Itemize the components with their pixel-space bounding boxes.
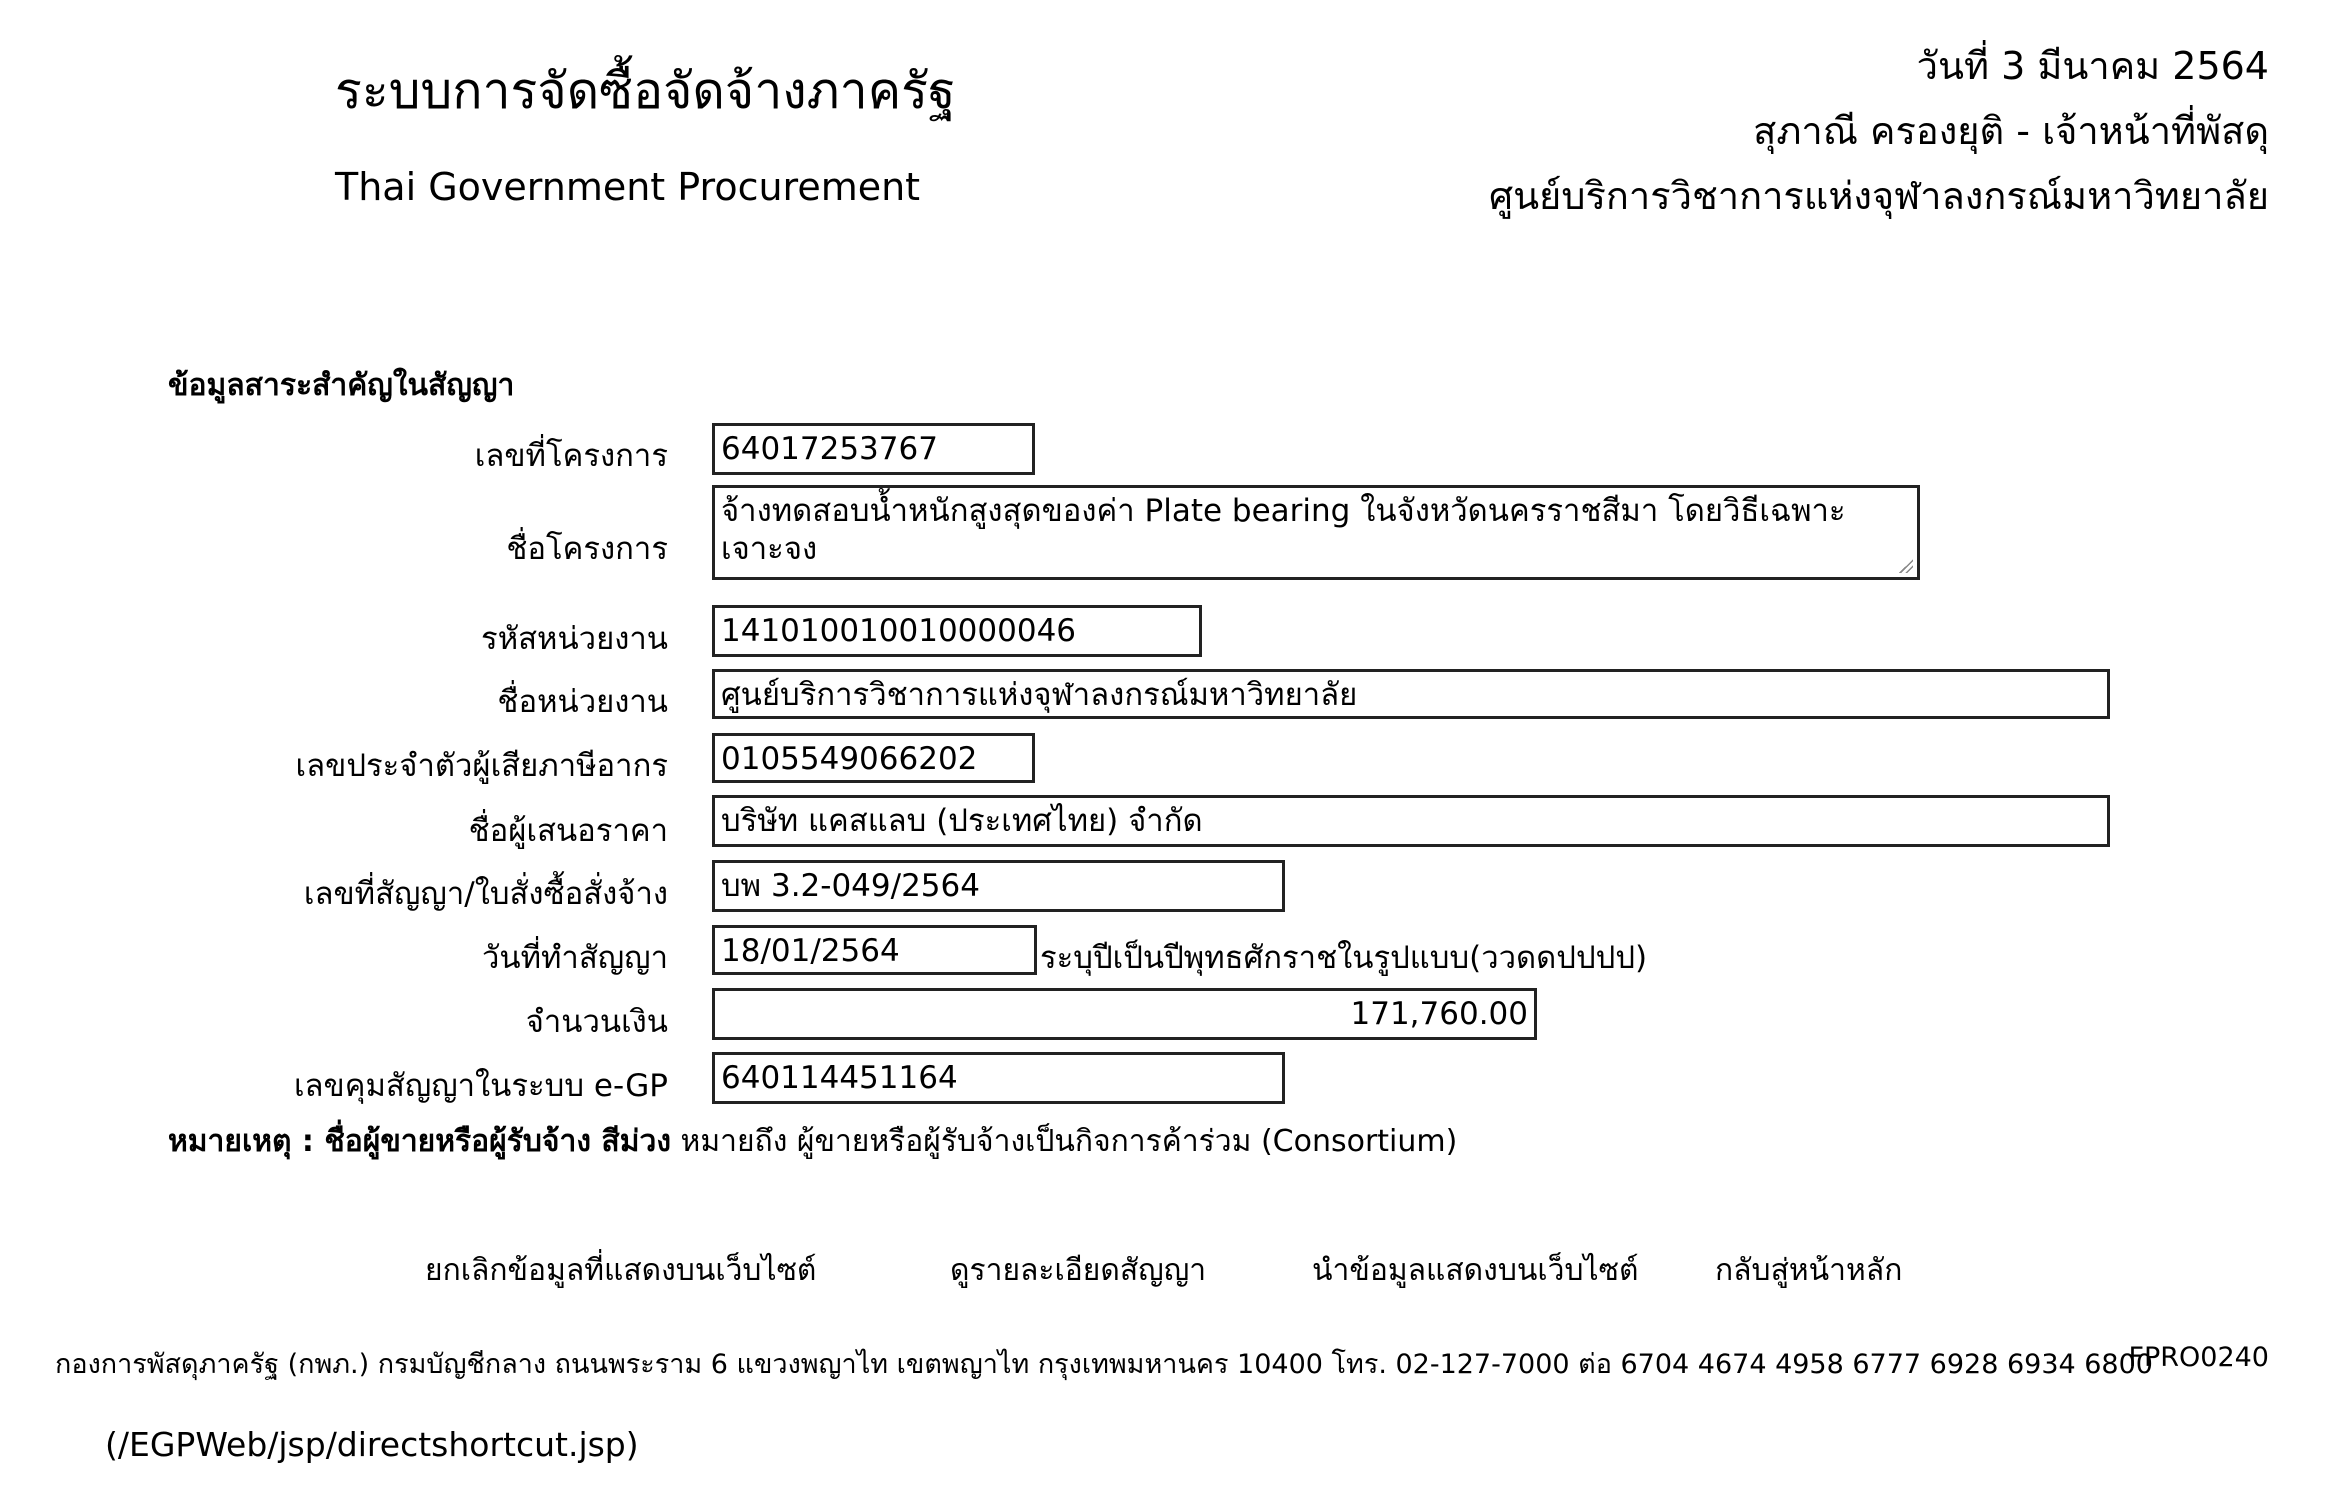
contract-no-field[interactable]: บพ 3.2-049/2564 [712,860,1285,912]
note-suffix: หมายถึง ผู้ขายหรือผู้รับจ้างเป็นกิจการค้าร่วม (Consortium) [671,1124,1458,1159]
note-prefix: หมายเหตุ : ชื่อผู้ขายหรือผู้รับจ้าง [168,1124,602,1159]
contract-date-format-hint: ระบุปีเป็นปีพุทธศักราชในรูปแบบ(ววดดปปปป) [1040,940,1648,976]
bidder-field[interactable]: บริษัท แคสแลบ (ประเทศไทย) จำกัด [712,795,2110,847]
egp-no-field[interactable]: 640114451164 [712,1052,1285,1104]
publish-button[interactable]: นำข้อมูลแสดงบนเว็บไซต์ [1312,1253,1639,1288]
cancel-publish-button[interactable]: ยกเลิกข้อมูลที่แสดงบนเว็บไซต์ [425,1253,817,1288]
dept-code-field[interactable]: 141010010010000046 [712,605,1202,657]
project-no-field[interactable]: 64017253767 [712,423,1035,475]
dept-name-field[interactable]: ศูนย์บริการวิชาการแห่งจุฬาลงกรณ์มหาวิทยาลัย [712,669,2110,719]
system-title-english: Thai Government Procurement [335,165,921,209]
view-contract-button[interactable]: ดูรายละเอียดสัญญา [950,1253,1207,1288]
system-title-thai: ระบบการจัดซื้อจัดจ้างภาครัฐ [335,62,956,120]
page-url: (/EGPWeb/jsp/directshortcut.jsp) [105,1425,639,1464]
project-no-label: เลขที่โครงการ [474,438,668,474]
user-name-role: สุภาณี ครองยุติ - เจ้าหน้าที่พัสดุ [1753,109,2269,153]
project-name-label: ชื่อโครงการ [506,531,668,567]
project-name-text: จ้างทดสอบน้ำหนักสูงสุดของค่า Plate bearing ในจังหวัดนครราชสีมา โดยวิธีเฉพาะเจาะจง [721,493,1846,567]
contract-no-label: เลขที่สัญญา/ใบสั่งซื้อสั่งจ้าง [303,876,668,912]
tax-id-field[interactable]: 0105549066202 [712,733,1035,783]
bidder-label: ชื่อผู้เสนอราคา [468,813,668,849]
contract-date-field[interactable]: 18/01/2564 [712,925,1037,975]
footer-address: กองการพัสดุภาครัฐ (กพภ.) กรมบัญชีกลาง ถนนพระราม 6 แขวงพญาไท เขตพญาไท กรุงเทพมหานคร 10400 โทร. 02-127-7000 ต่อ 6704 4674 4958 6777 6928 6934 6800 [55,1349,2153,1380]
user-agency: ศูนย์บริการวิชาการแห่งจุฬาลงกรณ์มหาวิทยาลัย [1488,174,2269,218]
dept-code-label: รหัสหน่วยงาน [481,621,668,657]
egp-no-label: เลขคุมสัญญาในระบบ e-GP [293,1068,668,1104]
section-title: ข้อมูลสาระสำคัญในสัญญา [168,368,515,403]
note-emphasis: สีม่วง [601,1124,672,1159]
consortium-note [168,1118,1457,1165]
amount-label: จำนวนเงิน [525,1004,668,1040]
footer-form-code: FPRO0240 [2128,1342,2269,1373]
contract-date-label: วันที่ทำสัญญา [481,940,668,976]
dept-name-label: ชื่อหน่วยงาน [497,684,668,720]
resize-grip-icon[interactable] [1899,559,1913,573]
amount-field[interactable]: 171,760.00 [712,988,1537,1040]
tax-id-label: เลขประจำตัวผู้เสียภาษีอากร [295,748,668,784]
project-name-textarea[interactable] [712,485,1920,580]
print-date: วันที่ 3 มีนาคม 2564 [1916,44,2269,88]
home-button[interactable]: กลับสู่หน้าหลัก [1715,1253,1903,1288]
